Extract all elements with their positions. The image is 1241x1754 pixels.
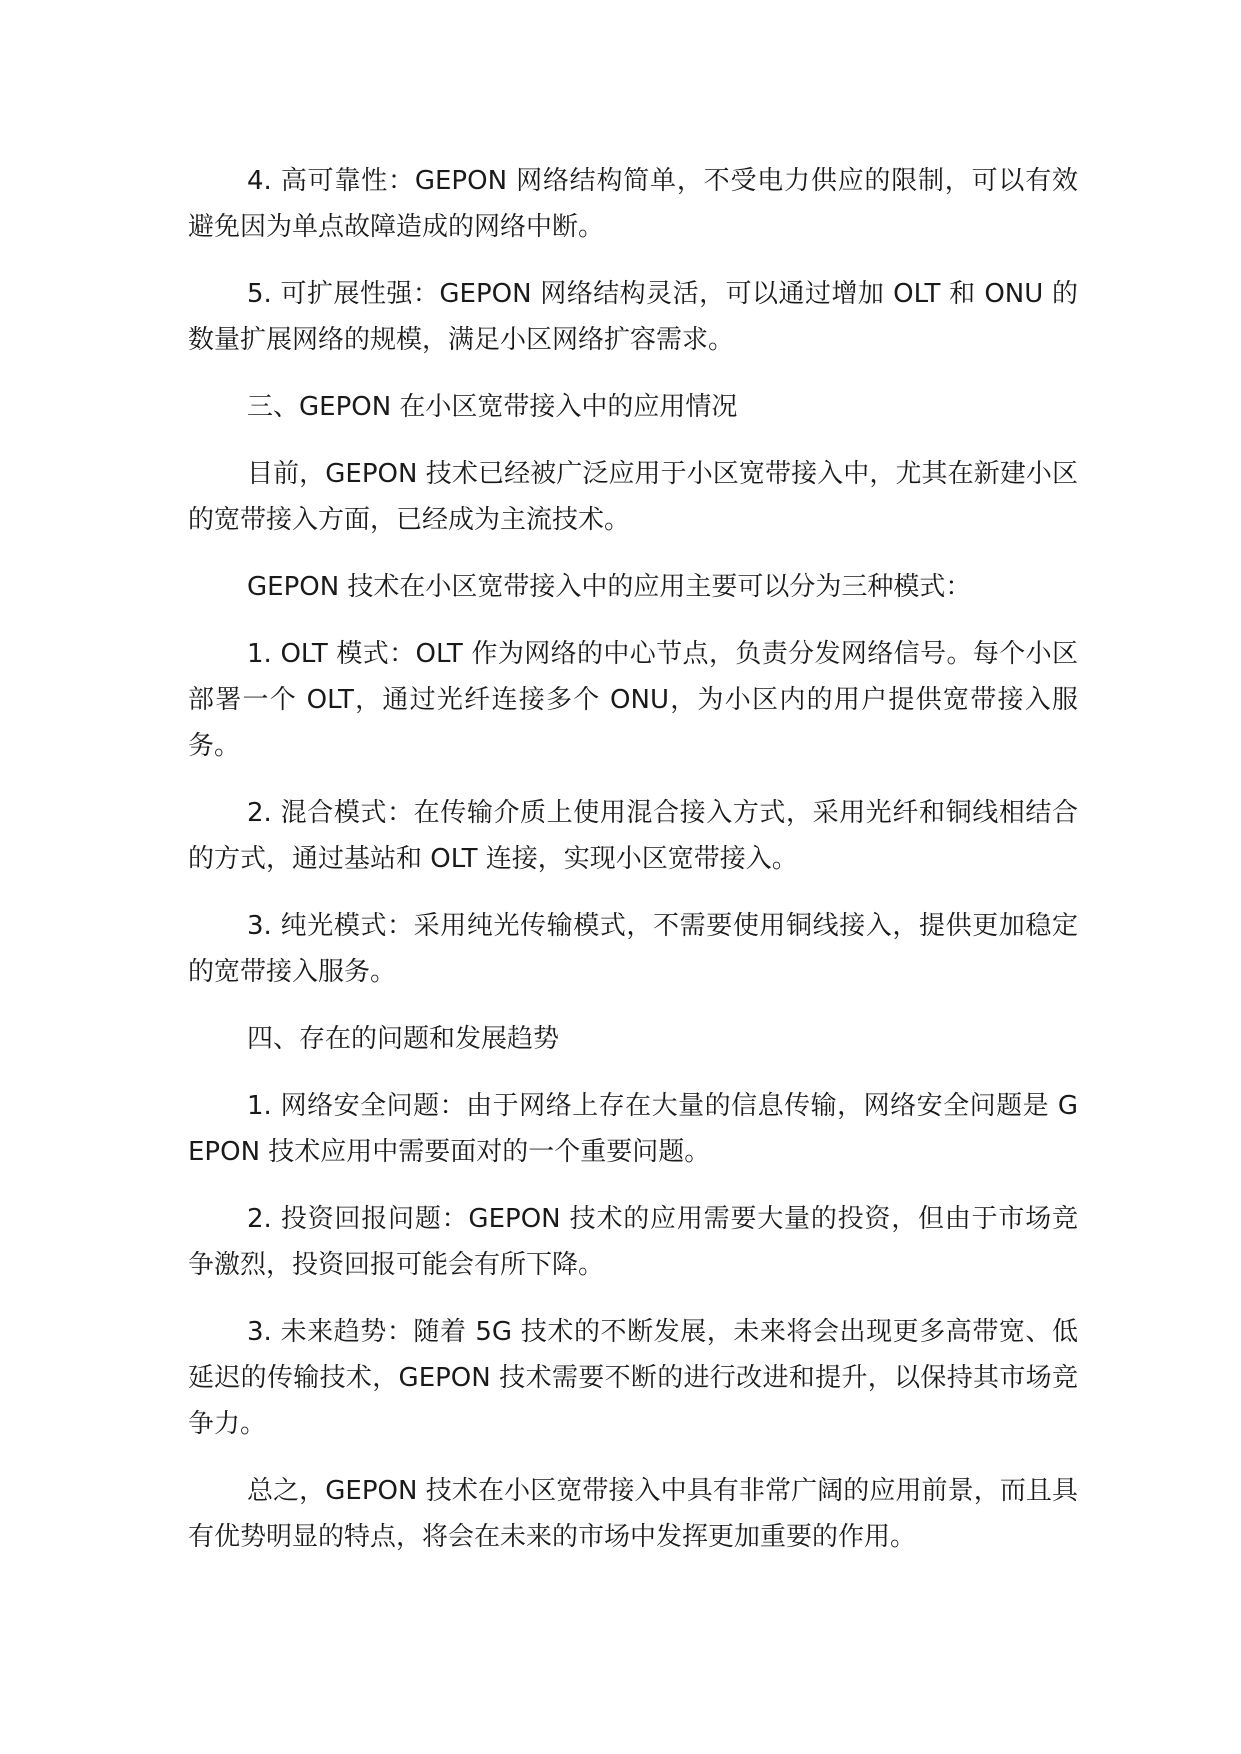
- paragraph-future-trend: 3. 未来趋势：随着 5G 技术的不断发展，未来将会出现更多高带宽、低延迟的传输技术，GEPON 技术需要不断的进行改进和提升，以保持其市场竞争力。: [188, 1317, 1078, 1439]
- paragraph-current-status: 目前，GEPON 技术已经被广泛应用于小区宽带接入中，尤其在新建小区的宽带接入方面，已经成为主流技术。: [188, 459, 1078, 535]
- section-heading-application: 三、GEPON 在小区宽带接入中的应用情况: [247, 392, 738, 422]
- paragraph-pure-optical-mode: 3. 纯光模式：采用纯光传输模式，不需要使用铜线接入，提供更加稳定的宽带接入服务。: [188, 911, 1078, 987]
- paragraph-modes-intro: GEPON 技术在小区宽带接入中的应用主要可以分为三种模式：: [247, 572, 972, 602]
- paragraph-security-issue: 1. 网络安全问题：由于网络上存在大量的信息传输，网络安全问题是 GEPON 技术应用中需要面对的一个重要问题。: [188, 1091, 1078, 1167]
- paragraph-conclusion: 总之，GEPON 技术在小区宽带接入中具有非常广阔的应用前景，而且具有优势明显的特点，将会在未来的市场中发挥更加重要的作用。: [188, 1476, 1078, 1552]
- paragraph-investment-issue: 2. 投资回报问题：GEPON 技术的应用需要大量的投资，但由于市场竞争激烈，投资回报可能会有所下降。: [188, 1204, 1078, 1280]
- paragraph-scalability: 5. 可扩展性强：GEPON 网络结构灵活，可以通过增加 OLT 和 ONU 的数量扩展网络的规模，满足小区网络扩容需求。: [188, 279, 1078, 355]
- document-page: [188, 158, 1078, 1581]
- paragraph-reliability: 4. 高可靠性：GEPON 网络结构简单，不受电力供应的限制，可以有效避免因为单点故障造成的网络中断。: [188, 166, 1078, 242]
- paragraph-olt-mode: 1. OLT 模式：OLT 作为网络的中心节点，负责分发网络信号。每个小区部署一个 OLT，通过光纤连接多个 ONU，为小区内的用户提供宽带接入服务。: [188, 639, 1078, 761]
- paragraph-hybrid-mode: 2. 混合模式：在传输介质上使用混合接入方式，采用光纤和铜线相结合的方式，通过基站和 OLT 连接，实现小区宽带接入。: [188, 798, 1078, 874]
- section-heading-issues: 四、存在的问题和发展趋势: [247, 1024, 560, 1054]
